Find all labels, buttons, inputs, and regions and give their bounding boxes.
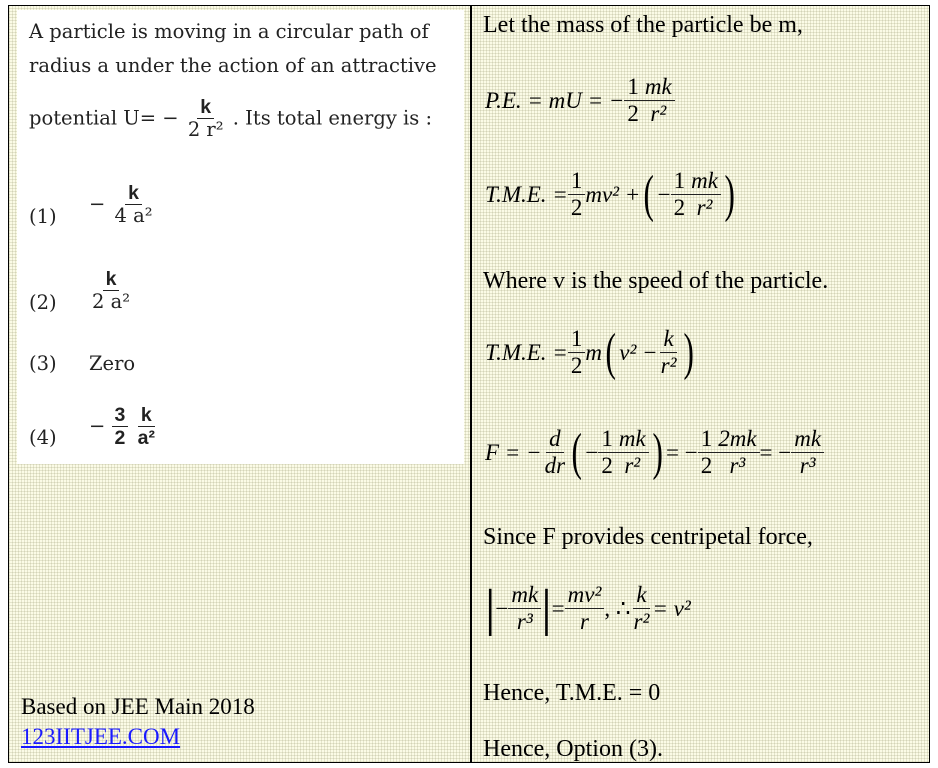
- equation-lhs: T.M.E. =: [485, 181, 568, 207]
- minus-sign: −: [495, 595, 509, 621]
- fraction-denominator: r²: [624, 453, 641, 479]
- equation-centripetal: [485, 579, 691, 637]
- fraction: [671, 168, 689, 222]
- source-link-wrap: [21, 724, 180, 750]
- fraction: [542, 426, 568, 480]
- fraction-denominator: r²: [633, 609, 650, 635]
- equation-total-energy-1: [485, 165, 738, 223]
- fraction-numerator: k: [660, 326, 676, 353]
- fraction-numerator: 1: [671, 168, 689, 195]
- fraction-numerator: 1: [598, 426, 616, 453]
- solution-hence-option: Hence, Option (3).: [483, 736, 663, 762]
- equation-lhs: F = −: [485, 439, 542, 465]
- fraction-numerator: k: [125, 182, 142, 205]
- minus-sign: −: [657, 181, 671, 207]
- fraction-denominator: r³: [729, 453, 746, 479]
- fraction: [658, 326, 680, 380]
- fraction-denominator: 2: [601, 453, 613, 479]
- fraction-numerator: 1: [624, 74, 642, 101]
- fraction: [715, 426, 759, 480]
- equation-force: [485, 423, 824, 481]
- equals-sign: =: [551, 595, 565, 621]
- option-fraction: [89, 268, 133, 314]
- source-note: Based on JEE Main 2018: [21, 694, 255, 719]
- fraction-numerator: mk: [688, 168, 721, 195]
- fraction-denominator: 2: [627, 101, 639, 127]
- question-line-3: [29, 96, 432, 142]
- fraction-denominator: 2: [570, 195, 583, 221]
- fraction-numerator: 1: [698, 426, 716, 453]
- fraction-numerator: 1: [568, 326, 586, 353]
- potential-fraction: [185, 96, 227, 142]
- fraction: [631, 582, 653, 636]
- equals-minus: = −: [666, 439, 698, 465]
- solution-intro: Let the mass of the particle be m,: [483, 12, 803, 38]
- right-paren: ): [724, 165, 735, 223]
- fraction-denominator: r²: [650, 101, 667, 127]
- option-2-label: (2): [29, 291, 57, 314]
- fraction-numerator: mk: [791, 426, 824, 453]
- therefore-sign: , ∴: [604, 595, 631, 621]
- option-3-value: Zero: [89, 352, 136, 375]
- option-3-label: (3): [29, 352, 57, 375]
- abs-bar-left: |: [485, 579, 496, 637]
- equation-lhs: P.E. = mU = −: [485, 87, 625, 113]
- solution-where: Where v is the speed of the particle.: [483, 268, 829, 294]
- option-sign: −: [89, 414, 106, 438]
- option-1-value: [89, 182, 156, 228]
- option-1-label: (1): [29, 205, 57, 228]
- fraction-numerator: k: [138, 404, 155, 427]
- fraction: [688, 168, 721, 222]
- fraction-numerator: mk: [642, 74, 675, 101]
- option-fraction: [135, 404, 158, 450]
- fraction-denominator: 2 r²: [187, 118, 224, 142]
- fraction: [568, 168, 586, 222]
- option-4-label: (4): [29, 426, 57, 449]
- fraction: [568, 326, 586, 380]
- fraction-denominator: dr: [544, 453, 566, 479]
- equation-potential-energy: [485, 74, 675, 128]
- fraction-denominator: 2: [673, 195, 686, 221]
- solution-since: Since F provides centripetal force,: [483, 524, 813, 550]
- fraction-numerator: mk: [508, 582, 541, 609]
- fraction-denominator: 4 a²: [114, 204, 153, 228]
- fraction: [508, 582, 541, 636]
- fraction-denominator: 2: [114, 427, 126, 450]
- fraction-denominator: r: [580, 609, 589, 635]
- fraction: [565, 582, 605, 636]
- equation-total-energy-2: [485, 323, 697, 381]
- fraction-numerator: d: [546, 426, 564, 453]
- question-potential-suffix: . Its total energy is :: [232, 106, 433, 130]
- equation-rhs: = v²: [652, 595, 691, 621]
- fraction-denominator: 2 a²: [92, 290, 131, 314]
- fraction-numerator: k: [103, 268, 120, 291]
- minus-sign: −: [585, 439, 599, 465]
- question-line-1: A particle is moving in a circular path of: [29, 20, 429, 43]
- fraction-denominator: a²: [137, 427, 155, 450]
- left-paren: (: [643, 165, 655, 223]
- question-line-2: radius a under the action of an attractive: [29, 54, 437, 77]
- fraction-numerator: mv²: [565, 582, 605, 609]
- fraction-numerator: 2mk: [715, 426, 759, 453]
- fraction: [791, 426, 824, 480]
- fraction-numerator: 3: [112, 404, 129, 427]
- right-paren: ): [682, 323, 694, 381]
- option-sign: −: [89, 192, 106, 216]
- fraction: [598, 426, 616, 480]
- fraction: [624, 74, 642, 128]
- equation-term: mv² +: [585, 181, 641, 207]
- solution-sheet: [8, 5, 930, 763]
- question-panel: [17, 10, 464, 464]
- source-link[interactable]: 123IITJEE.COM: [21, 724, 181, 749]
- equation-term: v² −: [619, 339, 658, 365]
- fraction: [616, 426, 649, 480]
- equation-lhs: T.M.E. =: [485, 339, 568, 365]
- option-2-value: [89, 268, 133, 314]
- option-fraction: [112, 182, 156, 228]
- option-fraction: [112, 404, 129, 450]
- fraction-denominator: r²: [696, 195, 713, 221]
- fraction: [642, 74, 675, 128]
- fraction-numerator: k: [633, 582, 649, 609]
- fraction-denominator: 2: [700, 453, 713, 479]
- option-4-value: [89, 404, 158, 450]
- fraction-numerator: k: [197, 96, 214, 119]
- abs-bar-right: |: [541, 579, 552, 637]
- left-paren: (: [605, 323, 616, 381]
- solution-hence-energy: Hence, T.M.E. = 0: [483, 680, 661, 706]
- fraction: [698, 426, 716, 480]
- fraction-denominator: r³: [516, 609, 533, 635]
- column-divider: [470, 6, 472, 762]
- equation-term: m: [585, 339, 602, 365]
- fraction-numerator: 1: [568, 168, 586, 195]
- fraction-denominator: r³: [799, 453, 816, 479]
- fraction-denominator: r²: [660, 353, 677, 379]
- left-paren: (: [571, 423, 582, 481]
- equals-minus: = −: [759, 439, 792, 465]
- question-potential-prefix: potential U= −: [29, 106, 179, 130]
- fraction-numerator: mk: [616, 426, 649, 453]
- fraction-denominator: 2: [570, 353, 583, 379]
- right-paren: ): [652, 423, 663, 481]
